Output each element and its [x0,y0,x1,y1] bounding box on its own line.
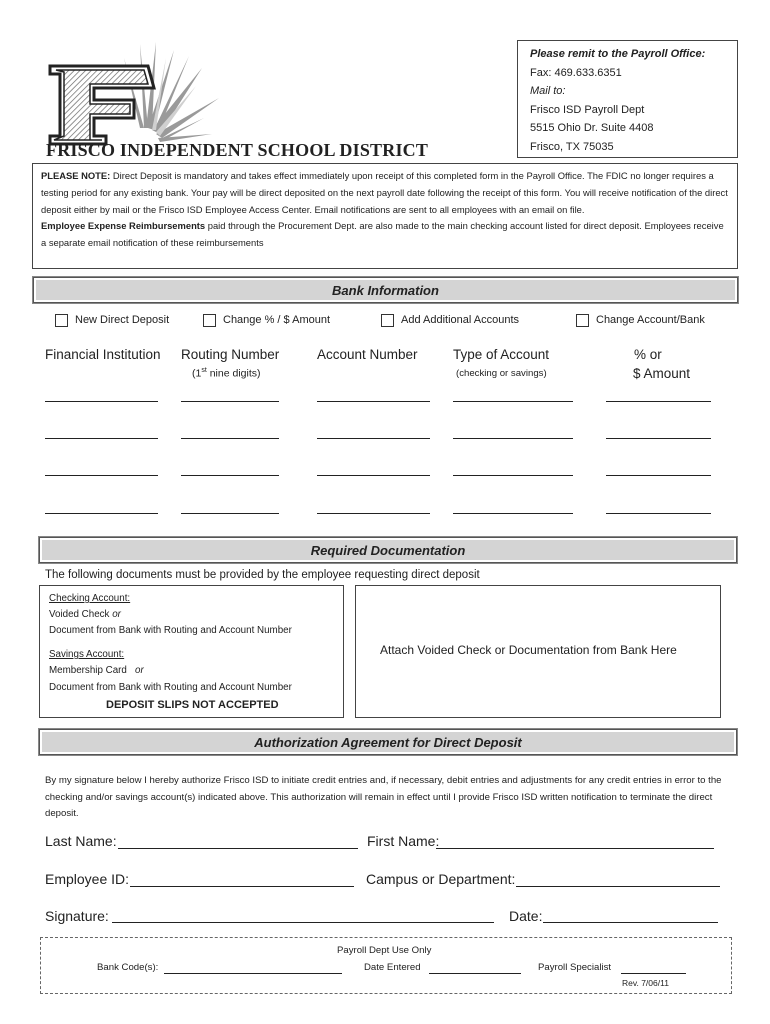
amount-line-2[interactable] [606,438,711,439]
change-account-bank-label: Change Account/Bank [596,314,705,326]
change-account-bank-checkbox[interactable] [576,314,589,327]
institution-line-1[interactable] [45,401,158,402]
type-line-2[interactable] [453,438,573,439]
note-text: Direct Deposit is mandatory and takes effect immediately upon receipt of this completed form in the Payroll Office. The FDIC no longer requires a testing period for any existing bank. Your pay will be direct deposited on the next payroll date following the receipt of this form. You will receive notification of the direct deposit either by mail or the Frisco ISD Employee Access Center. Email notifications are sent to all employees with an email on file. [41,170,728,215]
col-amount: $ Amount [633,366,691,381]
required-documentation-header: Required Documentation [39,537,737,563]
new-direct-deposit-label: New Direct Deposit [75,314,170,326]
amount-line-4[interactable] [606,513,711,514]
deposit-slips-warning: DEPOSIT SLIPS NOT ACCEPTED [106,699,279,711]
account-line-3[interactable] [317,475,430,476]
change-amount-label: Change % / $ Amount [223,314,331,326]
add-accounts-checkbox[interactable] [381,314,394,327]
payroll-office-use-box [40,937,732,994]
remit-dept: Frisco ISD Payroll Dept [530,103,645,116]
routing-line-4[interactable] [181,513,279,514]
savings-doc-line: Document from Bank with Routing and Account Number [49,682,292,693]
type-line-4[interactable] [453,513,573,514]
date-entered-label: Date Entered [364,962,421,973]
campus-field[interactable] [516,886,720,887]
authorization-text: By my signature below I hereby authorize Frisco ISD to initiate credit entries and, if necessary, debit entries and adjustments for any credit entries in error to the checking and/or savings account(s) indicated above. This authorization will remain in effect until I provide Frisco ISD written notification to terminate the direct deposit. [45,775,722,819]
expense-label: Employee Expense Reimbursements [41,220,206,232]
attach-documentation-box[interactable] [355,585,721,718]
amount-line-3[interactable] [606,475,711,476]
docs-intro: The following documents must be provided by the employee requesting direct deposit [45,569,480,581]
remit-fax: Fax: 469.633.6351 [530,66,622,79]
col-account-number: Account Number [317,347,418,362]
payroll-specialist-label: Payroll Specialist [538,962,612,973]
district-name: FRISCO INDEPENDENT SCHOOL DISTRICT [46,140,429,160]
first-name-field[interactable] [436,848,714,849]
date-label: Date: [509,908,543,924]
membership-card-line: Membership Card or [49,665,144,676]
last-name-label: Last Name: [45,833,117,849]
revision-date: Rev. 7/06/11 [622,978,669,988]
col-percent-or: % or [634,347,662,362]
checking-account-label: Checking Account: [49,593,131,604]
account-line-2[interactable] [317,438,430,439]
bank-code-label: Bank Code(s): [97,962,159,973]
authorization-header: Authorization Agreement for Direct Deposit [39,729,737,755]
employee-id-label: Employee ID: [45,871,130,887]
add-accounts-label: Add Additional Accounts [401,314,520,326]
date-field[interactable] [543,922,718,923]
please-note-box [32,163,738,269]
account-line-4[interactable] [317,513,430,514]
institution-line-4[interactable] [45,513,158,514]
routing-line-2[interactable] [181,438,279,439]
office-use-title: Payroll Dept Use Only [337,945,432,956]
required-docs-list-box [39,585,344,718]
first-name-label: First Name: [367,833,440,849]
institution-line-3[interactable] [45,475,158,476]
change-amount-checkbox[interactable] [203,314,216,327]
checking-doc-line: Document from Bank with Routing and Account Number [49,625,292,636]
col-financial-institution: Financial Institution [45,347,161,362]
savings-account-label: Savings Account: [49,649,125,660]
type-line-1[interactable] [453,401,573,402]
payroll-specialist-field[interactable] [621,973,686,974]
col-routing-number: Routing Number [181,347,280,362]
type-subtext: (checking or savings) [456,368,547,379]
signature-field[interactable] [112,922,494,923]
routing-line-1[interactable] [181,401,279,402]
account-line-1[interactable] [317,401,430,402]
institution-line-2[interactable] [45,438,158,439]
remit-city: Frisco, TX 75035 [530,140,614,153]
remit-mail-to: Mail to: [530,85,566,97]
employee-id-field[interactable] [130,886,354,887]
routing-line-3[interactable] [181,475,279,476]
campus-label: Campus or Department: [366,871,516,887]
type-line-3[interactable] [453,475,573,476]
date-entered-field[interactable] [429,973,521,974]
new-direct-deposit-checkbox[interactable] [55,314,68,327]
remit-heading: Please remit to the Payroll Office: [530,48,706,60]
remit-address-box [517,40,738,158]
col-type-of-account: Type of Account [453,347,550,362]
voided-check-line: Voided Check or [49,609,121,620]
amount-line-1[interactable] [606,401,711,402]
note-label: PLEASE NOTE: [41,170,111,181]
attach-instruction: Attach Voided Check or Documentation from Bank Here [380,643,677,657]
signature-label: Signature: [45,908,109,924]
expense-text: paid through the Procurement Dept. are also made to the main checking account listed for direct deposit. Employees receive a separate email notification of these reimbursements [41,220,724,249]
remit-street: 5515 Ohio Dr. Suite 4408 [530,122,654,134]
bank-code-field[interactable] [164,973,342,974]
bank-information-header: Bank Information [33,277,738,303]
last-name-field[interactable] [118,848,358,849]
routing-subtext: (1st nine digits) [192,367,261,380]
